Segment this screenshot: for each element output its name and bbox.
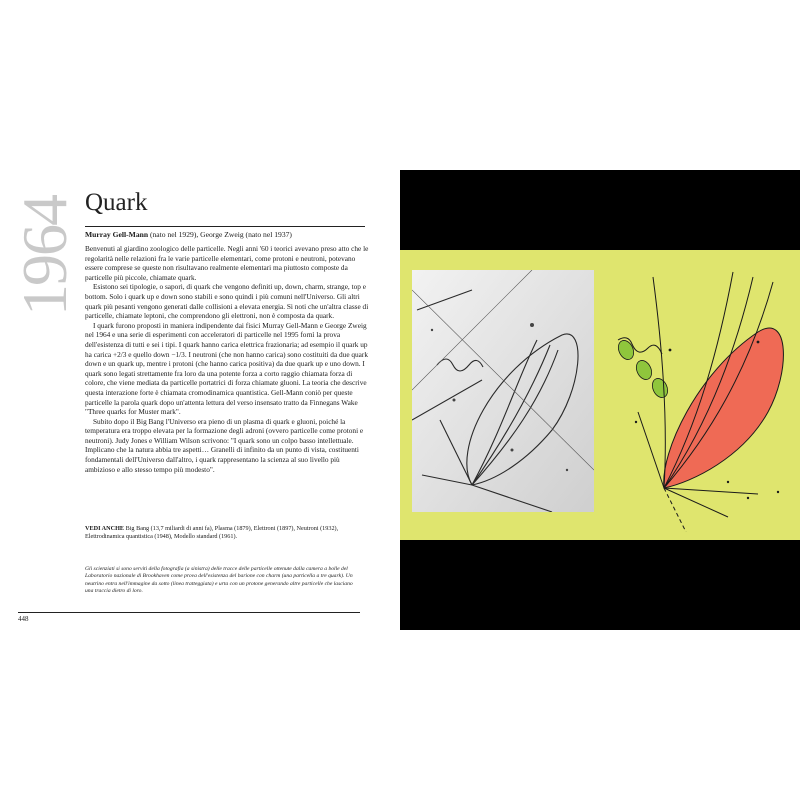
- paragraph-1: Benvenuti al giardino zoologico delle particelle. Negli anni '60 i teorici avevano preso atto che le regolarità nelle relazioni fra le varie particelle elementari, come protoni e neutroni, potevano essere comprese se queste non risultavano realmente elementari ma piuttosto composte da particelle più piccole, chiamate quark.: [85, 244, 369, 282]
- figure-caption: Gli scienziati si sono serviti della fotografia (a sinistra) delle tracce delle particelle ottenute dalla camera a bolle del Laboratorio nazionale di Brookhaven come prova dell'esistenza del barione con charm (una particella a tre quark). Un neutrino entra nell'immagine da sotto (linea tratteggiata) e urta con un protone generando altre particelle che lasciano una traccia dietro di loro.: [85, 566, 353, 595]
- subtitle: [85, 230, 292, 240]
- see-also-label: VEDI ANCHE: [85, 525, 125, 532]
- page-number: 448: [18, 615, 29, 623]
- subtitle-names: Murray Gell-Mann: [85, 230, 149, 239]
- footer-divider: [18, 612, 360, 613]
- year-label: 1964: [9, 196, 80, 316]
- particle-track-diagram-icon: [608, 262, 796, 532]
- title-divider: [85, 226, 365, 227]
- body-text: [85, 244, 370, 474]
- see-also: [85, 525, 360, 541]
- paragraph-3: I quark furono proposti in maniera indipendente dai fisici Murray Gell-Mann e George Zweig nel 1964 e una serie di esperimenti con acceleratori di particelle nel 1995 fornì la prova dell'esistenza di tutti e sei i tipi. I quark hanno carica elettrica frazionaria; ad esempio il quark up ha carica +2/3 e quello down −1/3. I neutroni (che non hanno carica) sono costituiti da due quark down e un quark up, mentre i protoni (che hanno carica positiva) da due quark up e uno down. I quark sono legati strettamente fra loro da una potente forza a corto raggio chiamata forza di colore, che viene mediata da particelle portatrici di forza chiamate gluoni. La teoria che descrive questa interazione forte è chiamata cromodinamica quantistica. Gell-Mann coniò per queste particelle la parola quark dopo un'attenta lettura del verso insensato tratto da Finnegans Wake "Three quarks for Muster mark".: [85, 320, 368, 417]
- subtitle-dates: (nato nel 1929), George Zweig (nato nel 1937): [148, 230, 292, 239]
- paragraph-2: Esistono sei tipologie, o sapori, di quark che vengono definiti up, down, charm, strange, top e bottom. Solo i quark up e down sono stabili e sono quindi i più comuni nell'Universo. Gli altri quark più pesanti vengono generati dalle collisioni a elevata energia. Si noti che un'altra classe di particelle, chiamate leptoni, che comprendono gli elettroni, non è composta da quark.: [85, 282, 369, 321]
- bubble-chamber-photo-icon: [412, 270, 594, 512]
- right-page: [400, 0, 800, 800]
- page-title: Quark: [85, 189, 148, 216]
- see-also-text: Big Bang (13,7 miliardi di anni fa), Plasma (1879), Elettroni (1897), Neutroni (1932), Elettrodinamica quantistica (1948), Modello standard (1961).: [85, 525, 339, 540]
- paragraph-4: Subito dopo il Big Bang l'Universo era pieno di un plasma di quark e gluoni, poiché la temperatura era troppo elevata per la formazione degli adroni (ovvero particelle come protoni e neutroni). Judy Jones e William Wilson scrivono: "I quark sono un colpo basso intellettuale. Implicano che la natura abbia tre aspetti… Granelli di infinito da un punto di vista, costituenti fondamentali dell'Universo dall'altro, i quark rappresentano la scienza al suo livello più ambizioso e allo stesso tempo più modesto".: [85, 416, 364, 474]
